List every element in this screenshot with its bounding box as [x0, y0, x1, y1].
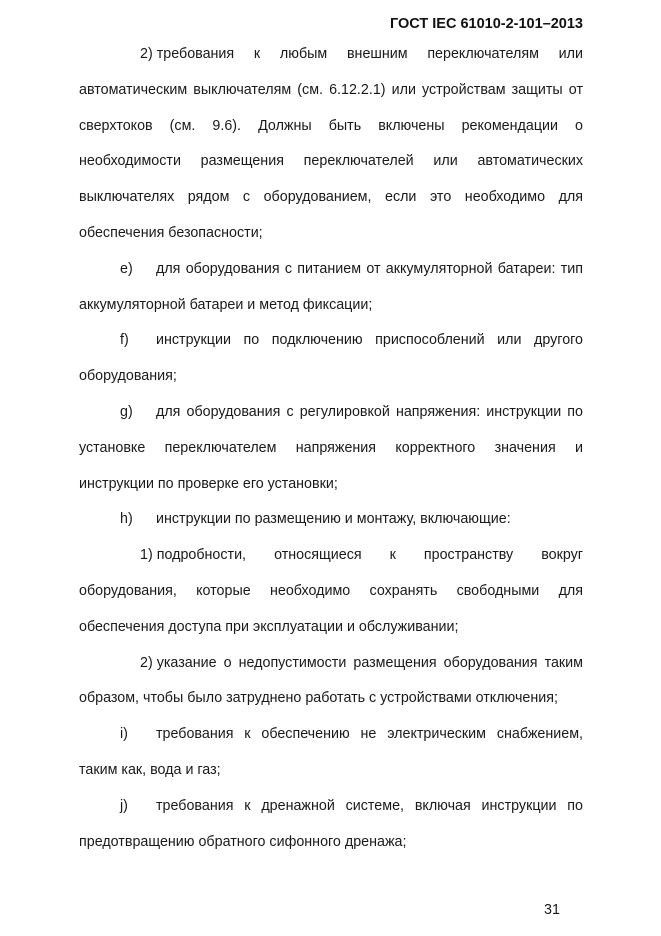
list-marker: j): [120, 797, 128, 814]
sub-item-number: 1): [140, 547, 153, 564]
sub-item-number: 2): [140, 46, 153, 62]
page-number: 31: [544, 902, 560, 918]
list-item-e: [79, 252, 583, 324]
sub-item-text: подробности, относящиеся к пространству вокруг оборудования, которые необходимо сохранять свободными для обеспечения доступа при эксплуатации и обслуживании;: [79, 547, 583, 635]
list-item-text: требования к дренажной системе, включая инструкции по предотвращению обратного сифонного дренажа;: [79, 797, 583, 850]
list-marker: g): [120, 403, 133, 420]
list-marker: f): [120, 332, 129, 349]
list-item-g: [79, 395, 583, 502]
sub-item-number: 2): [140, 654, 153, 671]
list-item-text: требования к обеспечению не электрическим снабжением, таким как, вода и газ;: [79, 726, 583, 778]
list-item-h: [79, 502, 583, 538]
list-item-f: [79, 323, 583, 395]
list-marker: i): [120, 726, 128, 743]
list-marker: e): [120, 260, 133, 277]
list-item-text: инструкции по подключению приспособлений или другого оборудования;: [79, 332, 583, 385]
sub-item-text: требования к любым внешним переключателям или автоматическим выключателям (см. 6.12.2.1) или устройствам защиты от сверхтоков (см. 9.6). Должны быть включены рекомендации о необходимости размещения переключателей или автоматических выключателях рядом с оборудованием, если это необходимо для обеспечения безопасности;: [79, 46, 583, 241]
document-header: ГОСТ IEC 61010-2-101–2013: [389, 16, 583, 32]
sub-item-2-disconnect-access: [79, 646, 583, 718]
sub-item-1-surrounding-space: [79, 538, 583, 645]
list-item-i: [79, 717, 583, 789]
list-item-j: [79, 789, 583, 861]
sub-item-text: указание о недопустимости размещения оборудования таким образом, чтобы было затруднено работать с устройствами отключения;: [79, 654, 583, 707]
list-item-text: для оборудования с регулировкой напряжения: инструкции по установке переключателем напряжения корректного значения и инструкции по проверке его установки;: [79, 403, 583, 492]
sub-item-2-external-switches: [79, 37, 583, 252]
list-item-text: инструкции по размещению и монтажу, включающие:: [156, 511, 511, 528]
document-body: [79, 37, 583, 860]
list-marker: h): [120, 511, 133, 528]
list-item-text: для оборудования с питанием от аккумуляторной батареи: тип аккумуляторной батареи и метод фиксации;: [79, 260, 583, 313]
